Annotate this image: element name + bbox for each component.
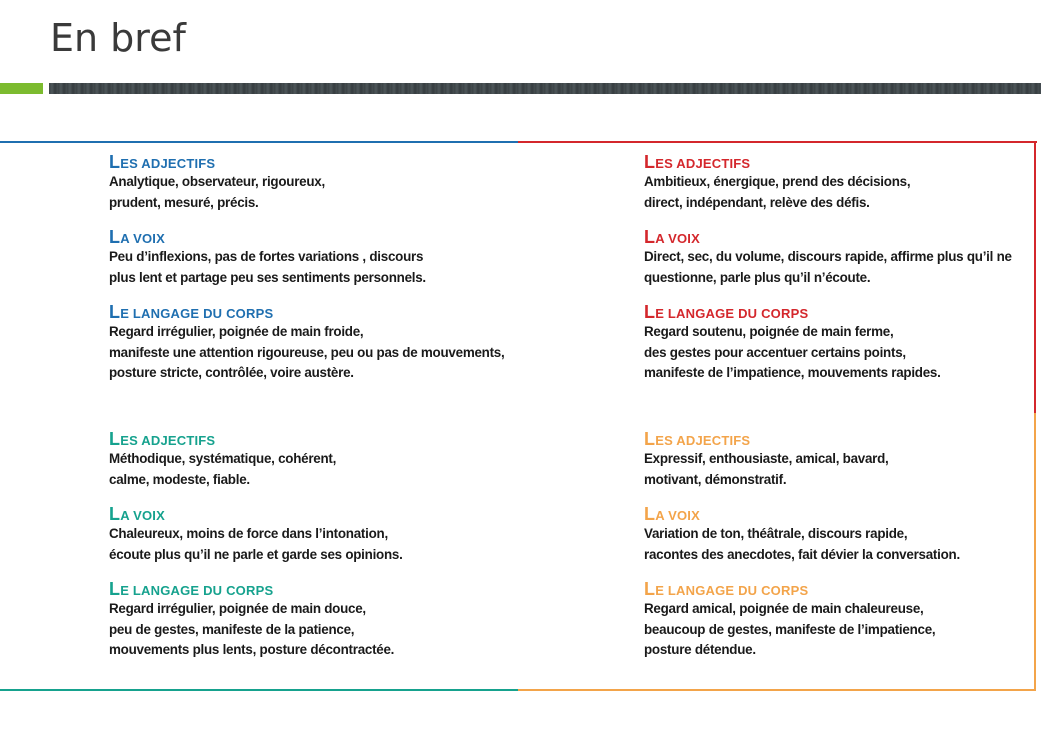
section-heading-body-language: LE LANGAGE DU CORPS	[644, 302, 809, 322]
title-divider-bar	[49, 83, 1041, 94]
quadrant-driver	[644, 152, 1041, 398]
quadrant-expressive	[644, 429, 1041, 675]
section-text-body-language: Regard irrégulier, poignée de main froide, manifeste une attention rigoureuse, peu ou pas de mouvements, posture stricte, contrôlée, voire austère.	[109, 324, 505, 380]
section-text-adjectives: Méthodique, systématique, cohérent, calme, modeste, fiable.	[109, 451, 337, 487]
section-text-body-language: Regard soutenu, poignée de main ferme, des gestes pour accentuer certains points, manifeste de l’impatience, mouvements rapides.	[644, 324, 941, 380]
frame-line-orange-bottom	[518, 689, 1036, 691]
section-heading-voice: LA VOIX	[109, 227, 165, 247]
section-heading-adjectives: LES ADJECTIFS	[109, 152, 216, 172]
section-heading-adjectives: LES ADJECTIFS	[644, 152, 751, 172]
section-heading-body-language: LE LANGAGE DU CORPS	[109, 302, 274, 322]
slide-title: En bref	[50, 16, 186, 60]
quadrant-analytical	[109, 152, 529, 398]
section-text-voice: Direct, sec, du volume, discours rapide, affirme plus qu’il ne questionne, parle plus qu’il n’écoute.	[644, 249, 1012, 285]
section-text-body-language: Regard amical, poignée de main chaleureuse, beaucoup de gestes, manifeste de l’impatience, posture détendue.	[644, 601, 936, 657]
quadrant-amiable	[109, 429, 529, 675]
section-heading-voice: LA VOIX	[644, 504, 700, 524]
section-text-adjectives: Analytique, observateur, rigoureux, prudent, mesuré, précis.	[109, 174, 325, 210]
section-text-adjectives: Ambitieux, énergique, prend des décisions, direct, indépendant, relève des défis.	[644, 174, 911, 210]
section-text-body-language: Regard irrégulier, poignée de main douce, peu de gestes, manifeste de la patience, mouvements plus lents, posture décontractée.	[109, 601, 395, 657]
frame-line-red-top	[518, 141, 1037, 143]
section-text-voice: Chaleureux, moins de force dans l’intonation, écoute plus qu’il ne parle et garde ses opinions.	[109, 526, 403, 562]
section-heading-voice: LA VOIX	[644, 227, 700, 247]
section-heading-adjectives: LES ADJECTIFS	[644, 429, 751, 449]
section-text-voice: Variation de ton, théâtrale, discours rapide, racontes des anecdotes, fait dévier la conversation.	[644, 526, 960, 562]
section-text-adjectives: Expressif, enthousiaste, amical, bavard, motivant, démonstratif.	[644, 451, 889, 487]
section-heading-voice: LA VOIX	[109, 504, 165, 524]
frame-line-blue-top	[0, 141, 518, 143]
section-heading-body-language: LE LANGAGE DU CORPS	[644, 579, 809, 599]
title-accent-bar	[0, 83, 43, 94]
section-heading-body-language: LE LANGAGE DU CORPS	[109, 579, 274, 599]
section-text-voice: Peu d’inflexions, pas de fortes variations , discours plus lent et partage peu ses sentiments personnels.	[109, 249, 426, 285]
section-heading-adjectives: LES ADJECTIFS	[109, 429, 216, 449]
frame-line-teal-bottom	[0, 689, 518, 691]
